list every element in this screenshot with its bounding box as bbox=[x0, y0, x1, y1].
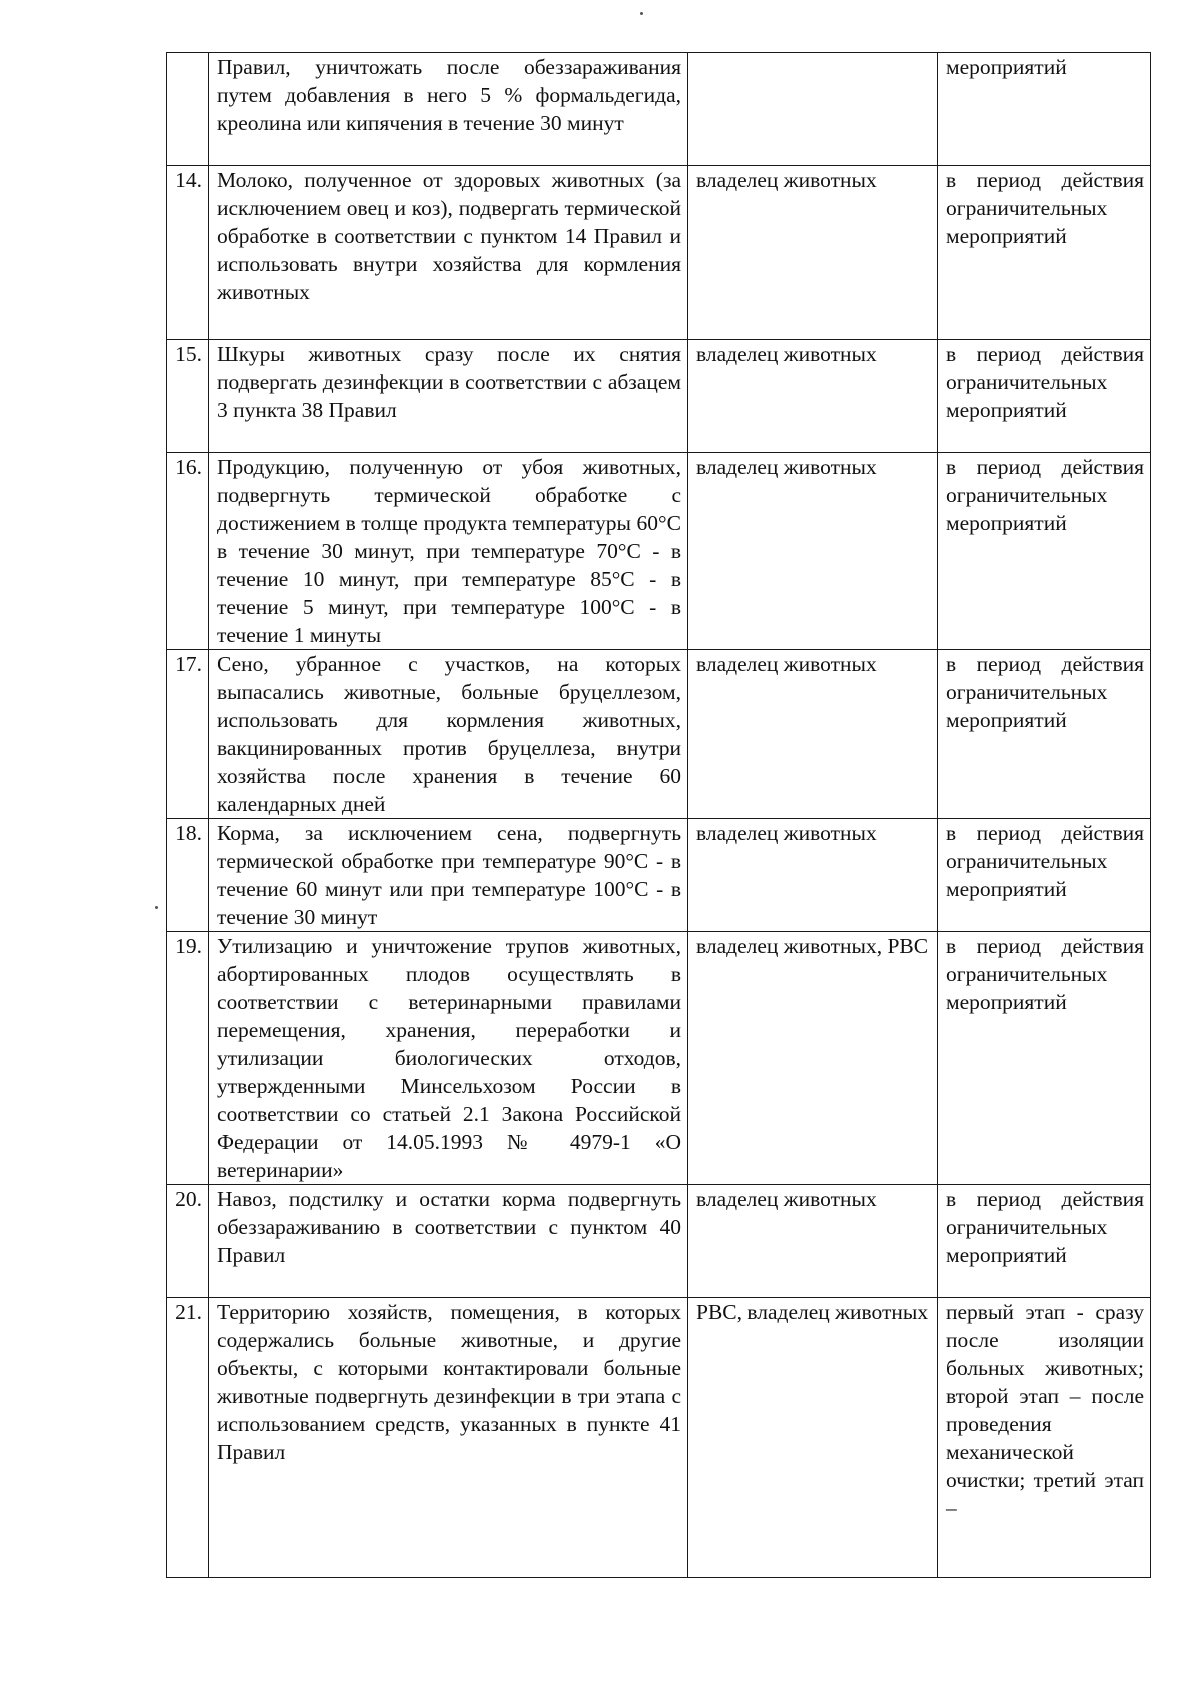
table-row bbox=[167, 1185, 1151, 1298]
execution-period: в период действия ограничительных мероприятий bbox=[938, 932, 1151, 1185]
responsible-party: РВС, владелец животных bbox=[688, 1298, 938, 1578]
responsible-party: владелец животных bbox=[688, 1185, 938, 1298]
measure-description: Правил, уничтожать после обеззараживания путем добавления в него 5 % формальдегида, креолина или кипячения в течение 30 минут bbox=[209, 53, 688, 166]
execution-period: в период действия ограничительных мероприятий bbox=[938, 166, 1151, 340]
measure-description: Шкуры животных сразу после их снятия подвергать дезинфекции в соответствии с абзацем 3 пункта 38 Правил bbox=[209, 340, 688, 453]
execution-period: в период действия ограничительных мероприятий bbox=[938, 819, 1151, 932]
row-number: 20. bbox=[167, 1185, 209, 1298]
measure-description: Территорию хозяйств, помещения, в которых содержались больные животные, и другие объекты, с которыми контактировали больные животные подвергнуть дезинфекции в три этапа с использованием средств, указанных в пункте 41 Правил bbox=[209, 1298, 688, 1578]
execution-period: в период действия ограничительных мероприятий bbox=[938, 453, 1151, 650]
execution-period: первый этап - сразу после изоляции больных животных; второй этап – после проведения механической очистки; третий этап – bbox=[938, 1298, 1151, 1578]
execution-period: мероприятий bbox=[938, 53, 1151, 166]
measures-table bbox=[166, 52, 1151, 1578]
responsible-party: владелец животных bbox=[688, 453, 938, 650]
measure-description: Сено, убранное с участков, на которых выпасались животные, больные бруцеллезом, использовать для кормления животных, вакцинированных против бруцеллеза, внутри хозяйства после хранения в течение 60 календарных дней bbox=[209, 650, 688, 819]
measure-description: Навоз, подстилку и остатки корма подвергнуть обеззараживанию в соответствии с пунктом 40 Правил bbox=[209, 1185, 688, 1298]
scan-speck bbox=[155, 906, 158, 909]
row-number: 14. bbox=[167, 166, 209, 340]
row-number: 17. bbox=[167, 650, 209, 819]
responsible-party: владелец животных bbox=[688, 819, 938, 932]
table-row bbox=[167, 1298, 1151, 1578]
responsible-party bbox=[688, 53, 938, 166]
table-row bbox=[167, 340, 1151, 453]
execution-period: в период действия ограничительных мероприятий bbox=[938, 1185, 1151, 1298]
execution-period: в период действия ограничительных мероприятий bbox=[938, 650, 1151, 819]
measure-description: Корма, за исключением сена, подвергнуть термической обработке при температуре 90°С - в течение 60 минут или при температуре 100°С - в течение 30 минут bbox=[209, 819, 688, 932]
execution-period: в период действия ограничительных мероприятий bbox=[938, 340, 1151, 453]
table-row bbox=[167, 166, 1151, 340]
table-row bbox=[167, 53, 1151, 166]
row-number: 21. bbox=[167, 1298, 209, 1578]
row-number: 15. bbox=[167, 340, 209, 453]
responsible-party: владелец животных bbox=[688, 340, 938, 453]
table-row bbox=[167, 932, 1151, 1185]
measure-description: Продукцию, полученную от убоя животных, подвергнуть термической обработке с достижением в толще продукта температуры 60°С в течение 30 минут, при температуре 70°С - в течение 10 минут, при температуре 85°С - в течение 5 минут, при температуре 100°С - в течение 1 минуты bbox=[209, 453, 688, 650]
row-number: 19. bbox=[167, 932, 209, 1185]
table-row bbox=[167, 819, 1151, 932]
responsible-party: владелец животных, РВС bbox=[688, 932, 938, 1185]
row-number bbox=[167, 53, 209, 166]
table-row bbox=[167, 453, 1151, 650]
responsible-party: владелец животных bbox=[688, 650, 938, 819]
row-number: 16. bbox=[167, 453, 209, 650]
row-number: 18. bbox=[167, 819, 209, 932]
measure-description: Утилизацию и уничтожение трупов животных, абортированных плодов осуществлять в соответствии с ветеринарными правилами перемещения, хранения, переработки и утилизации биологических отходов, утвержденными Минсельхозом России в соответствии со статьей 2.1 Закона Российской Федерации от 14.05.1993 № 4979-1 «О ветеринарии» bbox=[209, 932, 688, 1185]
measure-description: Молоко, полученное от здоровых животных (за исключением овец и коз), подвергать термической обработке в соответствии с пунктом 14 Правил и использовать внутри хозяйства для кормления животных bbox=[209, 166, 688, 340]
responsible-party: владелец животных bbox=[688, 166, 938, 340]
table-row bbox=[167, 650, 1151, 819]
scan-speck bbox=[640, 12, 643, 15]
